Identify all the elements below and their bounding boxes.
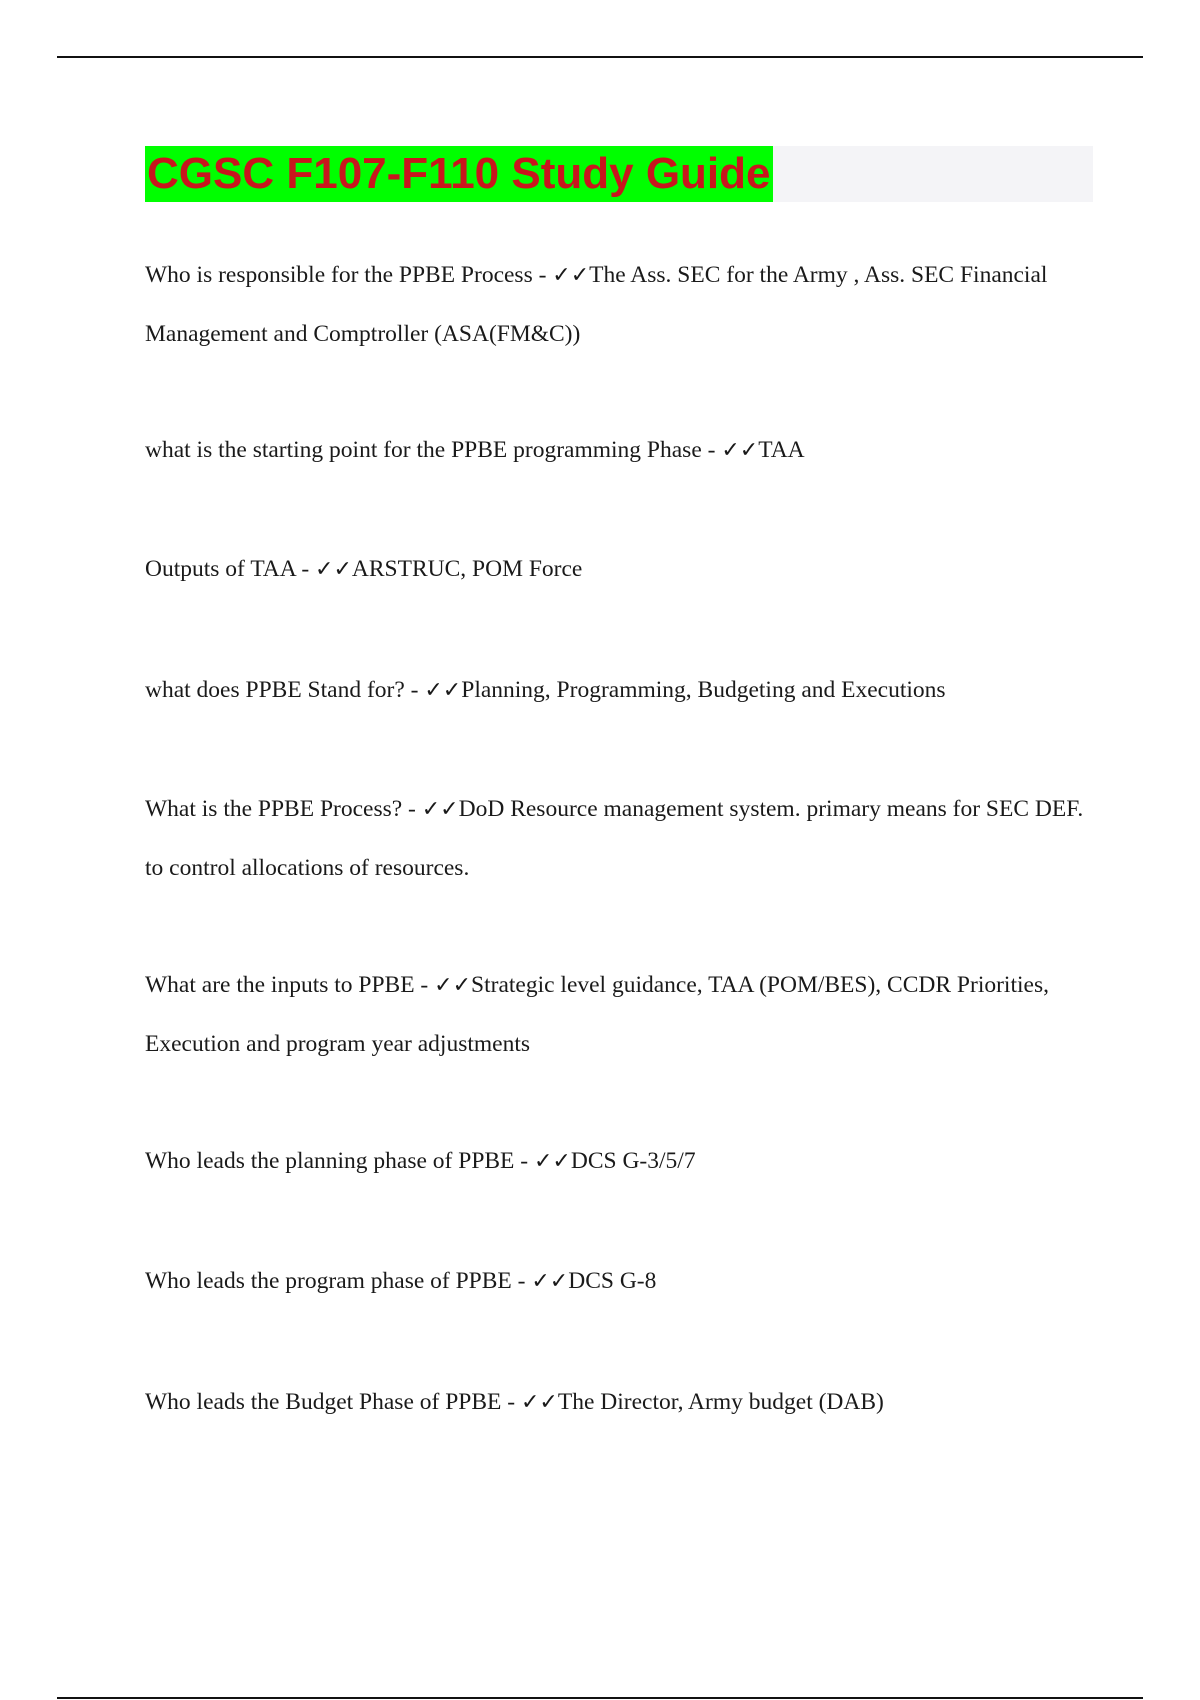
- answer-text: ARSTRUC, POM Force: [351, 556, 583, 582]
- qa-item-2: [145, 421, 1090, 480]
- question-text: what does PPBE Stand for? -: [145, 677, 425, 703]
- question-text: Who leads the Budget Phase of PPBE -: [145, 1389, 521, 1415]
- double-check-icon: ✓✓: [421, 797, 459, 822]
- bottom-rule: [57, 1697, 1143, 1699]
- qa-item-7: [145, 1132, 1090, 1191]
- qa-item-6: [145, 956, 1090, 1074]
- double-check-icon: ✓✓: [424, 678, 462, 703]
- double-check-icon: ✓✓: [315, 557, 352, 582]
- answer-text: DCS G-8: [568, 1268, 657, 1294]
- question-text: Who leads the program phase of PPBE -: [145, 1268, 532, 1294]
- double-check-icon: ✓✓: [534, 1149, 571, 1174]
- question-text: Who leads the planning phase of PPBE -: [145, 1148, 534, 1174]
- answer-text: Strategic level guidance, TAA (POM/BES), CCDR Priorities, Execution and program year adjustments: [145, 972, 1049, 1057]
- qa-item-4: [145, 661, 1090, 720]
- double-check-icon: ✓✓: [434, 973, 472, 998]
- answer-text: TAA: [758, 437, 805, 463]
- question-text: What are the inputs to PPBE -: [145, 972, 435, 998]
- answer-text: The Director, Army budget (DAB): [557, 1389, 884, 1415]
- double-check-icon: ✓✓: [531, 1269, 569, 1294]
- question-text: Who is responsible for the PPBE Process -: [145, 262, 553, 288]
- qa-item-9: [145, 1373, 1090, 1432]
- qa-item-5: [145, 780, 1090, 898]
- top-rule: [57, 56, 1143, 58]
- document-title: CGSC F107-F110 Study Guide: [145, 146, 773, 202]
- qa-item-8: [145, 1252, 1090, 1311]
- answer-text: Planning, Programming, Budgeting and Executions: [461, 677, 946, 703]
- answer-text: DCS G-3/5/7: [570, 1148, 696, 1174]
- qa-item-1: [145, 246, 1090, 364]
- qa-item-3: [145, 540, 1090, 599]
- double-check-icon: ✓✓: [721, 438, 759, 463]
- question-text: What is the PPBE Process? -: [145, 796, 422, 822]
- double-check-icon: ✓✓: [520, 1390, 558, 1415]
- double-check-icon: ✓✓: [552, 263, 590, 288]
- question-text: what is the starting point for the PPBE programming Phase -: [145, 437, 722, 463]
- question-text: Outputs of TAA -: [145, 556, 316, 582]
- answer-text: The Ass. SEC for the Army , Ass. SEC Financial Management and Comptroller (ASA(FM&C)): [145, 262, 1048, 347]
- answer-text: DoD Resource management system. primary means for SEC DEF. to control allocations of resources.: [145, 796, 1084, 881]
